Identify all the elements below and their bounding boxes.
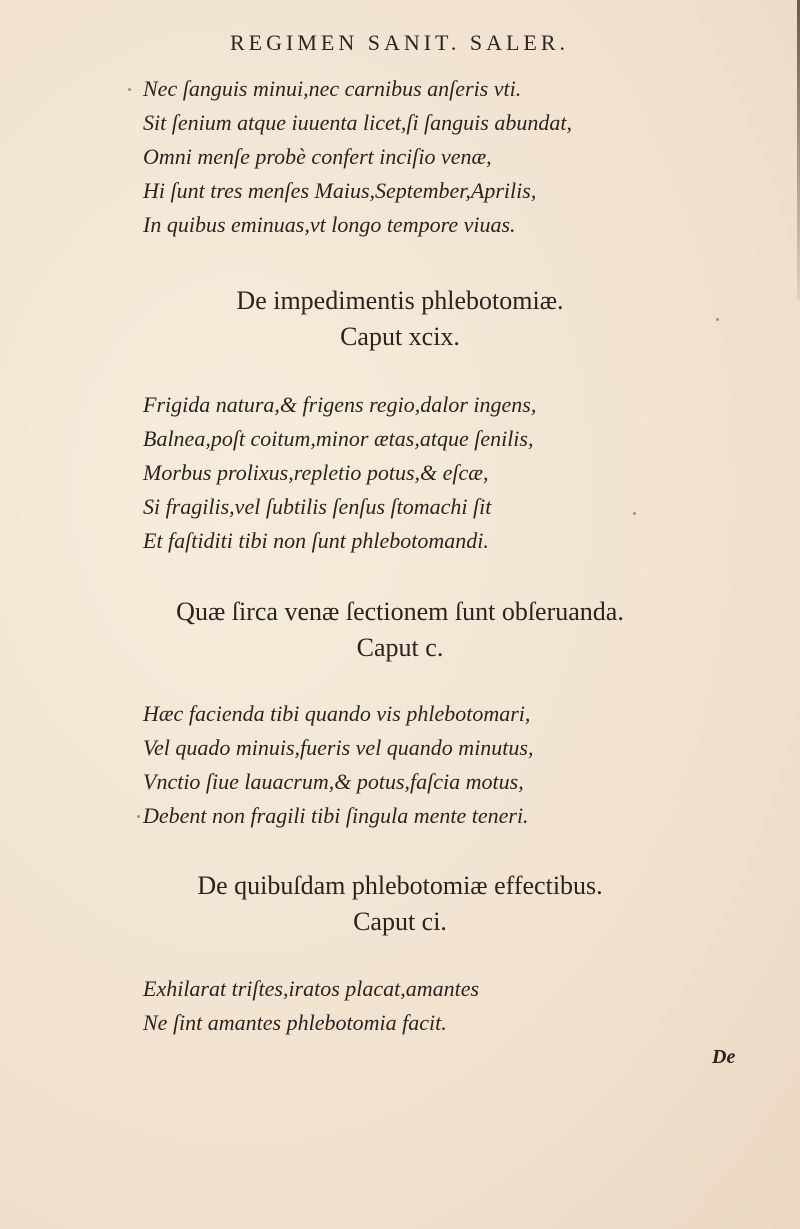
verse-line: Balnea,poſt coitum,minor ætas,atque ſenilis, <box>143 426 534 451</box>
chapter-title: De impedimentis phlebotomiæ. <box>236 286 564 315</box>
chapter-number: Caput c. <box>356 633 444 662</box>
catchword: De <box>712 1046 736 1068</box>
ink-speck <box>137 815 140 818</box>
verse-line: Vnctio ſiue lauacrum,& potus,faſcia motus, <box>143 769 524 794</box>
ink-speck <box>128 88 131 91</box>
chapter-heading-c <box>0 594 800 666</box>
verse-line: Si fragilis,vel ſubtilis ſenſus ſtomachi ſit <box>143 494 492 519</box>
ink-speck <box>633 512 636 515</box>
verse-block-3 <box>143 697 533 833</box>
verse-line: Sit ſenium atque iuuenta licet,ſi ſanguis abundat, <box>143 110 572 135</box>
verse-line: Nec ſanguis minui,nec carnibus anſeris vti. <box>143 76 522 101</box>
verse-line: In quibus eminuas,vt longo tempore viuas. <box>143 212 516 237</box>
verse-line: Frigida natura,& frigens regio,dalor ingens, <box>143 392 537 417</box>
verse-line: Et faſtiditi tibi non ſunt phlebotomandi. <box>143 528 489 553</box>
verse-line: Hi ſunt tres menſes Maius,September,Aprilis, <box>143 178 537 203</box>
chapter-title: De quibuſdam phlebotomiæ effectibus. <box>197 871 603 900</box>
chapter-heading-ci <box>0 868 800 940</box>
chapter-number: Caput ci. <box>353 907 447 936</box>
ink-speck <box>716 318 719 321</box>
verse-block-1 <box>143 72 572 242</box>
chapter-number: Caput xcix. <box>340 322 460 351</box>
verse-line: Exhilarat triſtes,iratos placat,amantes <box>143 976 480 1001</box>
chapter-heading-xcix <box>0 283 800 355</box>
verse-line: Hæc facienda tibi quando vis phlebotomari, <box>143 701 531 726</box>
verse-line: Ne ſint amantes phlebotomia facit. <box>143 1010 447 1035</box>
verse-block-4 <box>143 972 479 1040</box>
running-head: REGIMEN SANIT. SALER. <box>230 30 570 55</box>
verse-line: Morbus prolixus,repletio potus,& eſcæ, <box>143 460 489 485</box>
verse-line: Omni menſe probè confert inciſio venæ, <box>143 144 492 169</box>
verse-line: Debent non fragili tibi ſingula mente teneri. <box>143 803 529 828</box>
verse-block-2 <box>143 388 536 558</box>
chapter-title: Quæ ſirca venæ ſectionem ſunt obſeruanda. <box>176 597 624 626</box>
verse-line: Vel quado minuis,fueris vel quando minutus, <box>143 735 534 760</box>
